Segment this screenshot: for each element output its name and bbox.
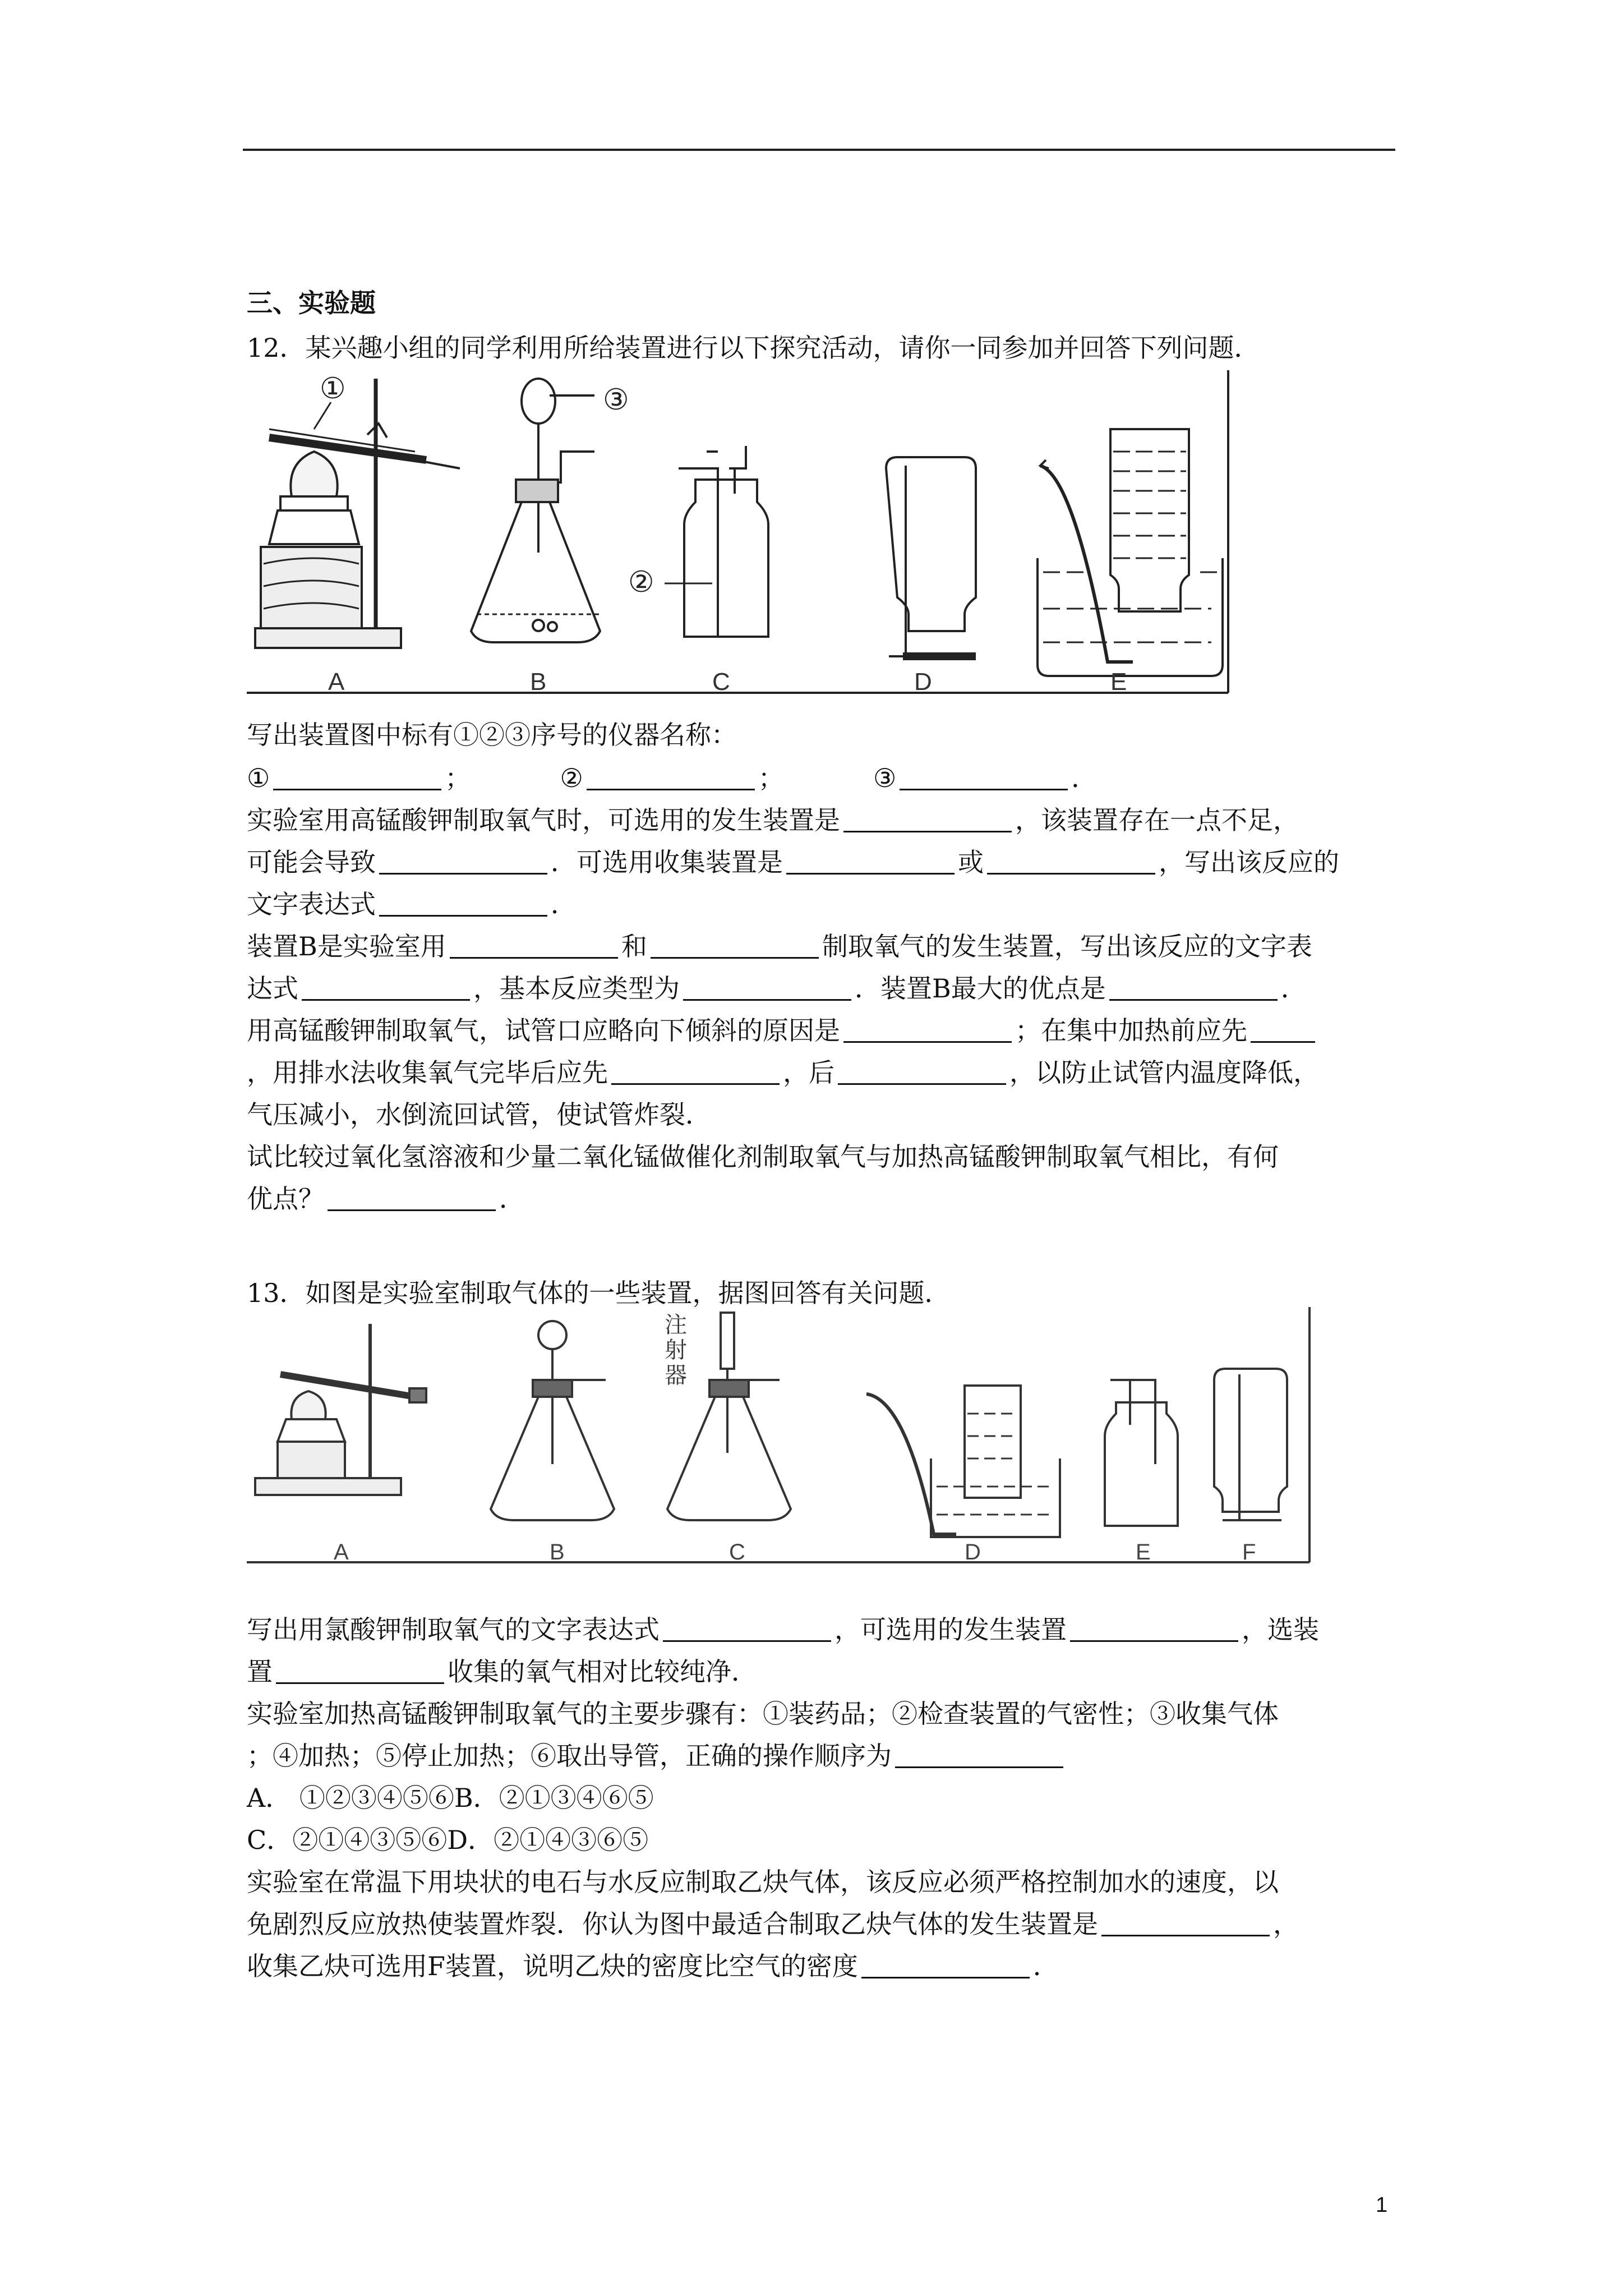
label-b: B [550, 1540, 565, 1565]
apparatus-b-flask [491, 1321, 614, 1520]
page-number: 1 [1376, 2193, 1388, 2217]
q13-p7: 实验室在常温下用块状的电石与水反应制取乙炔气体，该反应必须严格控制加水的速度，以 [247, 1867, 1279, 1897]
label-e: E [1110, 668, 1127, 696]
answer-blank[interactable] [1101, 1910, 1270, 1936]
label-c: C [729, 1540, 745, 1565]
answer-blank[interactable] [450, 932, 618, 959]
q13-p2: 置 收集的氧气相对比较纯净． [247, 1657, 757, 1687]
q12-p8: 用高锰酸钾制取氧气，试管口应略向下倾斜的原因是 ；在集中加热前应先 [247, 1014, 1402, 1047]
label-c: C [712, 668, 730, 696]
q12-p10: 气压减小，水倒流回试管，使试管炸裂． [247, 1099, 711, 1130]
answer-blank[interactable] [651, 932, 819, 959]
answer-blank[interactable] [273, 764, 441, 790]
apparatus-c-syringe-flask [665, 1312, 791, 1520]
q12-p1: 写出装置图中标有①②③序号的仪器名称： [247, 720, 737, 750]
apparatus-e-water-collection [1038, 429, 1223, 676]
label-d: D [914, 668, 932, 696]
answer-blank[interactable] [328, 1185, 496, 1211]
q12-p11: 试比较过氧化氢溶液和少量二氧化锰做催化剂制取氧气与加热高锰酸钾制取氧气相比，有何 [247, 1142, 1279, 1172]
q12-p3: 实验室用高锰酸钾制取氧气时，可选用的发生装置是 ，该装置存在一点不足， [247, 805, 1299, 835]
label-f: F [1242, 1540, 1256, 1565]
apparatus-a-heating [255, 372, 460, 648]
syringe-label-3: 器 [665, 1363, 687, 1388]
answer-blank[interactable] [611, 1059, 780, 1085]
syringe-label-1: 注 [665, 1312, 687, 1338]
q12-p5: 文字表达式 ． [247, 889, 577, 919]
apparatus-d-water-collection [866, 1386, 1060, 1537]
answer-blank[interactable] [1070, 1616, 1238, 1642]
section-title: 三、实验题 [247, 288, 376, 318]
q12-p6: 装置B是实验室用 和 制取氧气的发生装置，写出该反应的文字表 [247, 931, 1312, 961]
apparatus-f-inverted-bottle [1214, 1369, 1287, 1520]
header-rule [243, 149, 1395, 151]
answer-blank[interactable] [843, 1016, 1012, 1043]
apparatus-c-bottle [628, 446, 768, 637]
q13-p8: 免剧烈反应放热使装置炸裂．你认为图中最适合制取乙炔气体的发生装置是 ， [247, 1909, 1299, 1939]
label-a: A [334, 1540, 349, 1565]
q13-p1: 写出用氯酸钾制取氧气的文字表达式 ，可选用的发生装置 ，选装 [247, 1614, 1319, 1645]
apparatus-d-inverted-bottle [886, 457, 976, 656]
callout-1: ① [320, 372, 346, 406]
q12-p9: ，用排水法收集氧气完毕后应先 ，后 ，以防止试管内温度降低， [247, 1057, 1319, 1088]
answer-blank[interactable] [379, 848, 547, 875]
answer-blank[interactable] [587, 764, 755, 790]
q13-p9: 收集乙炔可选用F装置，说明乙炔的密度比空气的密度 ． [247, 1951, 1059, 1981]
apparatus-e-bottle [1105, 1380, 1178, 1526]
answer-blank[interactable] [843, 806, 1012, 832]
answer-blank[interactable] [987, 848, 1155, 875]
answer-blank[interactable] [276, 1658, 444, 1684]
answer-blank[interactable] [895, 1742, 1063, 1768]
syringe-label-2: 射 [665, 1337, 687, 1363]
answer-blank[interactable] [861, 1952, 1030, 1978]
answer-blank[interactable] [379, 890, 547, 917]
q13-stem: 13．如图是实验室制取气体的一些装置，据图回答有关问题． [247, 1278, 951, 1308]
q12-p2: ① ； ② ； ③ ． [247, 763, 1098, 793]
answer-blank[interactable] [302, 974, 470, 1001]
answer-blank[interactable] [1109, 974, 1278, 1001]
q12-p7: 达式 ，基本反应类型为 ．装置B最大的优点是 ． [247, 973, 1307, 1004]
answer-blank[interactable] [900, 764, 1068, 790]
label-a: A [328, 668, 345, 696]
q12-apparatus-figure [247, 367, 1239, 704]
answer-blank[interactable] [663, 1616, 831, 1642]
callout-3: ③ [603, 383, 629, 417]
q13-option-ab: A． ①②③④⑤⑥B．②①③④⑥⑤ [247, 1783, 654, 1813]
q13-option-cd: C．②①④③⑤⑥D．②①④③⑥⑤ [247, 1825, 649, 1855]
q13-apparatus-figure [247, 1307, 1318, 1576]
apparatus-b-flask [471, 379, 629, 642]
q13-p3: 实验室加热高锰酸钾制取氧气的主要步骤有：①装药品；②检查装置的气密性；③收集气体 [247, 1699, 1279, 1729]
q12-p4: 可能会导致 ．可选用收集装置是 或 ，写出该反应的 [247, 847, 1339, 877]
q13-p4: ；④加热；⑤停止加热；⑥取出导管，正确的操作顺序为 [247, 1739, 1402, 1773]
label-e: E [1136, 1540, 1151, 1565]
label-b: B [530, 668, 547, 696]
answer-blank[interactable] [1251, 1016, 1315, 1043]
callout-2: ② [628, 565, 654, 599]
q12-stem: 12．某兴趣小组的同学利用所给装置进行以下探究活动，请你一同参加并回答下列问题． [247, 333, 1260, 363]
answer-blank[interactable] [838, 1059, 1006, 1085]
answer-blank[interactable] [786, 848, 955, 875]
answer-blank[interactable] [683, 974, 851, 1001]
apparatus-a-heating [255, 1324, 426, 1495]
label-d: D [965, 1540, 981, 1565]
q12-p12: 优点？ ． [247, 1184, 525, 1214]
